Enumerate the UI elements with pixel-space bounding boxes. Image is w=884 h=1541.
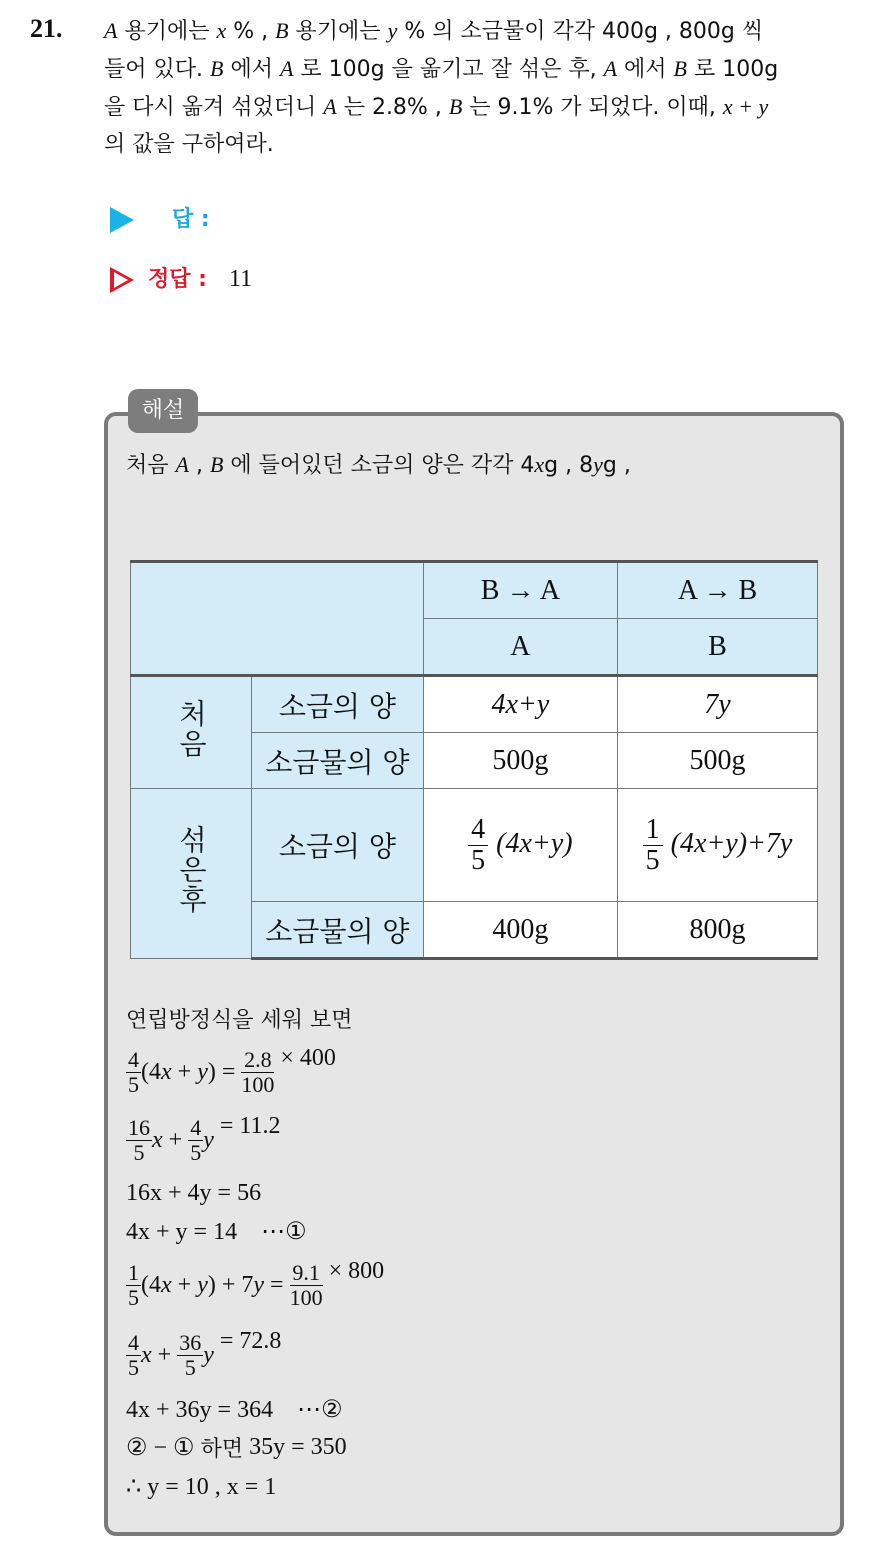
row-water-label: 소금물의 양 <box>252 733 424 789</box>
row-salt-label-2: 소금의 양 <box>252 789 424 902</box>
question-line-1: A 용기에는 x % , B 용기에는 y % 의 소금물이 각각 400g , 800g 씩 <box>104 18 764 44</box>
equation-6: 4 5 x + 36 5 y = 72.8 <box>128 1328 282 1380</box>
correct-answer-label: 정답 : <box>148 267 207 292</box>
fraction: $\frac{1}{5}$ <box>643 815 663 876</box>
question-number: 21. <box>30 14 63 43</box>
answer-row <box>110 202 210 233</box>
cell-initial-salt-b: 7y <box>618 676 818 733</box>
row-water-label-2: 소금물의 양 <box>252 902 424 959</box>
question-line-2: 들어 있다. B 에서 A 로 100g 을 옮기고 잘 섞은 후, A 에서 B 로 100g <box>104 56 779 82</box>
cell-initial-water-a: 500g <box>423 733 617 789</box>
correct-answer-row <box>110 262 252 293</box>
mixing-table <box>130 560 818 960</box>
question-line-4: 의 값을 구하여라. <box>104 132 274 157</box>
equation-2: 16 5 x + 4 5 y = 11.2 <box>128 1113 281 1165</box>
equations <box>126 998 384 1506</box>
equation-8: ② − ① 하면 35y = 350 <box>126 1433 347 1462</box>
equation-intro: 연립방정식을 세워 보면 <box>126 1007 353 1033</box>
group-initial: 처음 <box>131 676 252 789</box>
cell-mix-salt-a: $\frac{4}{5}$ (4x+y) <box>423 789 617 902</box>
table-corner <box>131 562 424 676</box>
fraction: $\frac{4}{5}$ <box>468 815 488 876</box>
question-text <box>104 12 864 163</box>
header-b: B <box>618 619 818 676</box>
cell-initial-water-b: 500g <box>618 733 818 789</box>
equation-7: 4x + 36y = 364 ⋯② <box>126 1396 343 1423</box>
header-b-to-a: B → A <box>423 562 617 619</box>
equation-1: 4 5 (4 x + y ) = 2.8 100 × 400 <box>128 1045 336 1097</box>
header-a-to-b: A → B <box>618 562 818 619</box>
equation-5: 1 5 (4 x + y ) + 7 y = 9.1 100 × 800 <box>128 1258 385 1310</box>
cell-initial-salt-a: 4x+y <box>423 676 617 733</box>
solution-tag: 해설 <box>128 389 198 433</box>
outline-triangle-icon <box>110 267 134 293</box>
correct-answer-value: 11 <box>228 266 253 292</box>
header-a: A <box>423 619 617 676</box>
solution-intro: 처음 A , B 에 들어있던 소금의 양은 각각 4xg , 8yg , <box>126 452 631 478</box>
equation-4: 4x + y = 14 ⋯① <box>126 1218 307 1245</box>
equation-9: ∴ y = 10 , x = 1 <box>126 1473 277 1500</box>
answer-label: 답 : <box>172 207 210 232</box>
cell-mix-water-b: 800g <box>618 902 818 959</box>
row-salt-label: 소금의 양 <box>252 676 424 733</box>
cell-mix-water-a: 400g <box>423 902 617 959</box>
question-line-3: 을 다시 옮겨 섞었더니 A 는 2.8% , B 는 9.1% 가 되었다. 이때, x + y <box>104 94 769 120</box>
equation-3: 16x + 4y = 56 <box>126 1179 262 1206</box>
group-after-mix: 섞은후 <box>131 789 252 959</box>
play-triangle-icon <box>110 207 134 233</box>
cell-mix-salt-b: $\frac{1}{5}$ (4x+y)+7y <box>618 789 818 902</box>
